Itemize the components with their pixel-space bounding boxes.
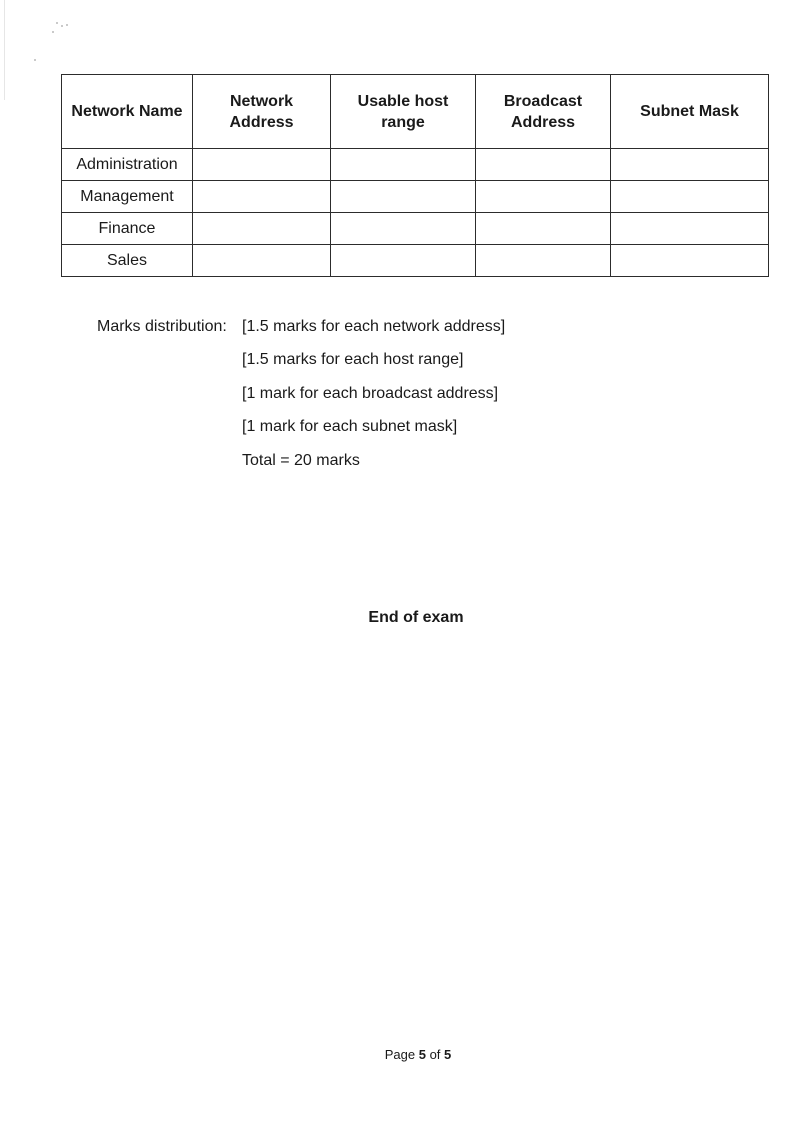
- cell-usable-host-range: [331, 213, 476, 245]
- scan-speck: [66, 24, 68, 26]
- page-prefix: Page: [384, 1047, 416, 1062]
- table-row: [62, 149, 769, 181]
- table-row: [62, 245, 769, 277]
- marks-row: [97, 377, 505, 411]
- page-current: 5: [418, 1047, 426, 1062]
- page-footer: [0, 1047, 794, 1062]
- header-subnet-mask: Subnet Mask: [611, 75, 769, 149]
- cell-broadcast-address: [476, 245, 611, 277]
- table-row: [62, 213, 769, 245]
- scan-speck: [61, 25, 63, 27]
- cell-subnet-mask: [611, 149, 769, 181]
- scan-speck: [56, 22, 58, 24]
- marks-row: [97, 444, 505, 478]
- cell-network-name: Finance: [62, 213, 193, 245]
- header-broadcast-address: Broadcast Address: [476, 75, 611, 149]
- cell-network-address: [193, 245, 331, 277]
- marks-item: [1.5 marks for each network address]: [242, 317, 506, 335]
- header-network-address: Network Address: [193, 75, 331, 149]
- scan-speck: [52, 31, 54, 33]
- marks-total: Total = 20 marks: [242, 451, 360, 469]
- cell-subnet-mask: [611, 213, 769, 245]
- marks-row: [97, 411, 505, 445]
- cell-subnet-mask: [611, 181, 769, 213]
- cell-broadcast-address: [476, 181, 611, 213]
- cell-usable-host-range: [331, 181, 476, 213]
- subnet-table: [61, 74, 769, 277]
- cell-broadcast-address: [476, 213, 611, 245]
- cell-usable-host-range: [331, 245, 476, 277]
- marks-row: [97, 344, 505, 378]
- cell-network-address: [193, 213, 331, 245]
- cell-network-address: [193, 149, 331, 181]
- end-of-exam-text: End of exam: [368, 609, 464, 626]
- cell-network-name: Management: [62, 181, 193, 213]
- cell-network-name: Sales: [62, 245, 193, 277]
- cell-network-name: Administration: [62, 149, 193, 181]
- page-total: 5: [444, 1047, 452, 1062]
- table-header-row: [62, 75, 769, 149]
- header-network-name: Network Name: [62, 75, 193, 149]
- marks-row: [97, 310, 505, 344]
- cell-usable-host-range: [331, 149, 476, 181]
- marks-item: [1 mark for each subnet mask]: [242, 418, 458, 436]
- table-row: [62, 181, 769, 213]
- scan-speck: [34, 59, 36, 61]
- cell-subnet-mask: [611, 245, 769, 277]
- marks-item: [1 mark for each broadcast address]: [242, 384, 499, 402]
- marks-distribution: [97, 310, 505, 478]
- cell-broadcast-address: [476, 149, 611, 181]
- cell-network-address: [193, 181, 331, 213]
- marks-label: Marks distribution:: [97, 317, 227, 335]
- scan-edge-mark: [4, 0, 5, 100]
- header-usable-host-range: Usable host range: [331, 75, 476, 149]
- page-separator: of: [429, 1047, 441, 1062]
- marks-item: [1.5 marks for each host range]: [242, 351, 464, 369]
